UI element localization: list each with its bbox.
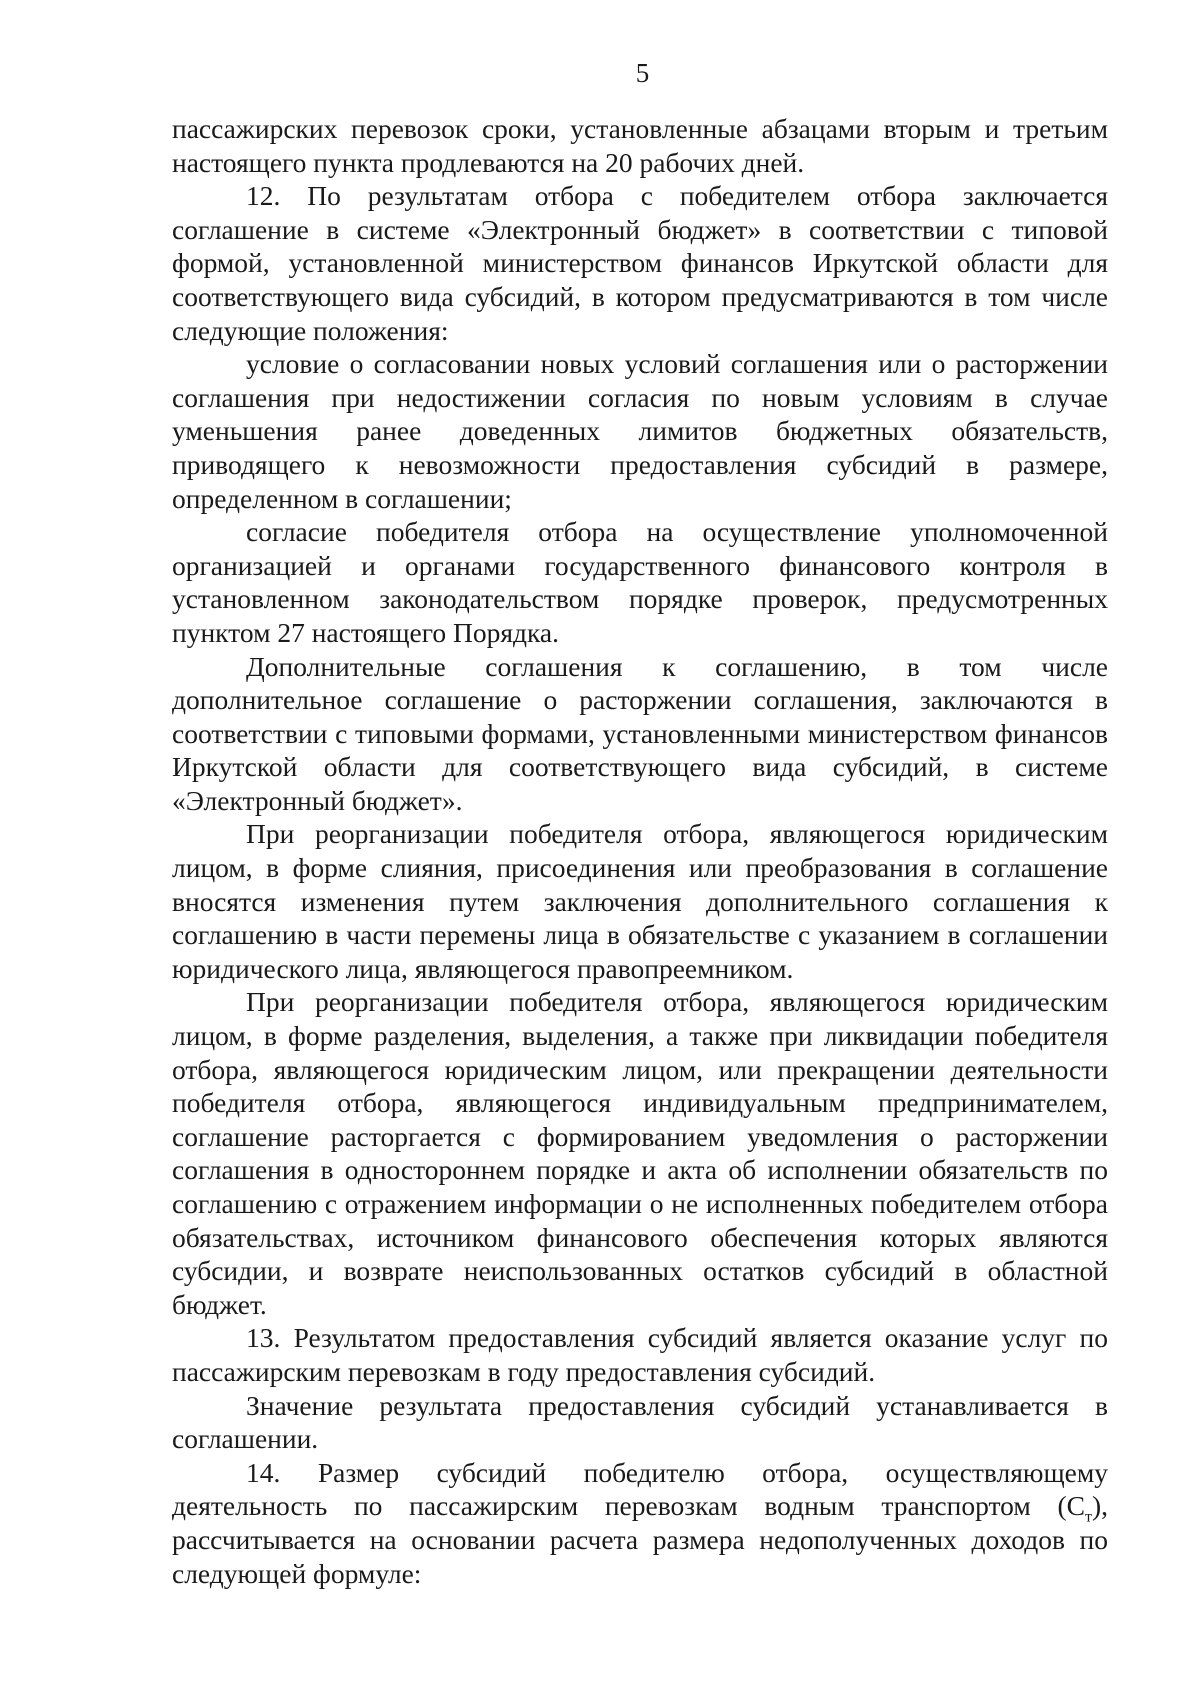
document-body — [172, 112, 1108, 1590]
paragraph-reorganization-division: При реорганизации победителя отбора, являющегося юридическим лицом, в форме разделения, выделения, а также при ликвидации победителя отбора, являющегося юридическим лицом, или прекращении деятельности победителя отбора, являющегося индивидуальным предпринимателем, соглашение расторгается с формированием уведомления о расторжении соглашения в одностороннем порядке и акта об исполнении обязательств по соглашению с отражением информации о не исполненных победителем отбора обязательствах, источником финансового обеспечения которых являются субсидии, и возврате неиспользованных остатков субсидий в областной бюджет. — [172, 986, 1108, 1320]
paragraph-item-12: 12. По результатам отбора с победителем отбора заключается соглашение в системе «Электронный бюджет» в соответствии с типовой формой, установленной министерством финансов Иркутской области для соответствующего вида субсидий, в котором предусматриваются в том числе следующие положения: — [172, 180, 1108, 346]
paragraph-additional-agreements: Дополнительные соглашения к соглашению, в том числе дополнительное соглашение о расторжении соглашения, заключаются в соответствии с типовыми формами, установленными министерством финансов Иркутской области для соответствующего вида субсидий, в системе «Электронный бюджет». — [172, 650, 1108, 816]
paragraph-item-13: 13. Результатом предоставления субсидий является оказание услуг по пассажирским перевозкам в году предоставления субсидий. — [172, 1322, 1108, 1387]
item-14-text-end: ), рассчитывается на основании расчета размера недополученных доходов по следующей формуле: — [172, 1490, 1108, 1589]
page-number: 5 — [635, 58, 650, 88]
paragraph-condition-agreement: условие о согласовании новых условий соглашения или о расторжении соглашения при недостижении согласия по новым условиям в случае уменьшения ранее доведенных лимитов бюджетных обязательств, приводящего к невозможности предоставления субсидий в размере, определенном в соглашении; — [172, 348, 1108, 514]
paragraph-consent-inspections: согласие победителя отбора на осуществление уполномоченной организацией и органами государственного финансового контроля в установленном законодательством порядке проверок, предусмотренных пунктом 27 настоящего Порядка. — [172, 516, 1108, 648]
paragraph-item-14 — [172, 1456, 1108, 1590]
subscript-t: т — [1084, 1508, 1092, 1526]
paragraph-continuation: пассажирских перевозок сроки, установленные абзацами вторым и третьим настоящего пункта продлеваются на 20 рабочих дней. — [172, 113, 1108, 178]
item-14-text-start: 14. Размер субсидий победителю отбора, осуществляющему деятельность по пассажирским перевозкам водным транспортом (С — [172, 1456, 1108, 1522]
paragraph-result-value: Значение результата предоставления субсидий устанавливается в соглашении. — [172, 1389, 1108, 1455]
paragraph-reorganization-merger: При реорганизации победителя отбора, являющегося юридическим лицом, в форме слияния, присоединения или преобразования в соглашение вносятся изменения путем заключения дополнительного соглашения к соглашению в части перемены лица в обязательстве с указанием в соглашении юридического лица, являющегося правопреемником. — [172, 818, 1108, 984]
